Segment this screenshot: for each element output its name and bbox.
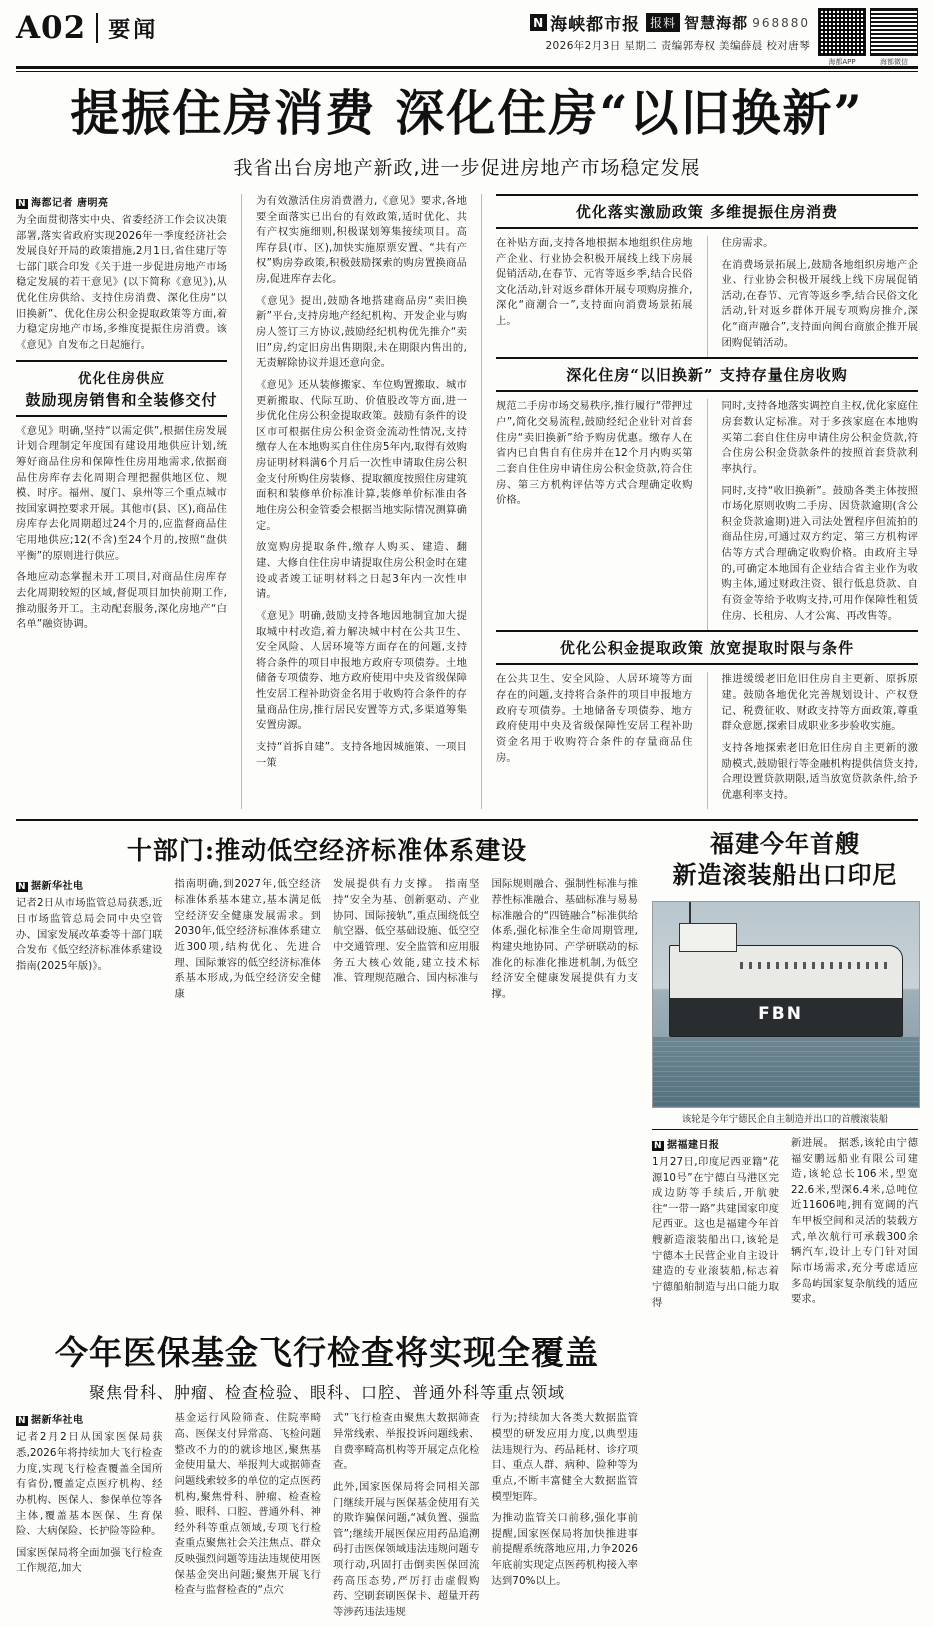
medical-column-3 (333, 1411, 480, 1626)
top-story-column-4 (722, 236, 919, 357)
byline-text: 据新华社电 (31, 1415, 84, 1427)
paragraph: 1月27日,印度尼西亚籍“花源10号”在宁德白马港区完成边防等手续后,开航驶往“一带一路”共建国家印度尼西亚。这也是福建今年首艘新造滚装船出口,该轮是宁德本土民营企业自主设计建造的专业滚装船,标志着宁德船舶制造与出口能力取得 (652, 1155, 779, 1309)
paragraph: 国际规则融合、强制性标准与推荐性标准融合、基础标准与易易标准融合的“四链融合”标准供给体系,强化标准全生命周期管理,构建央地协同、产学研联动的标准化的标准化推进机制,为低空经济安全健康发展提供有力支撑。 (491, 878, 638, 1000)
byline-text: 据福建日报 (667, 1139, 720, 1151)
publication-logo (530, 10, 640, 35)
masthead (16, 8, 918, 64)
paragraph: 《意见》明确,坚持“以需定供”,根据住房发展计划合理制定年度国有建设用地供应计划,统筹好商品住房和保障性住房用地需求,依据商品住房库存去化周期合理把握供地区位、规模、时序。福州、厦门、泉州等三个重点城市按国家调控要求开展。其他市(县、区),商品住房库存去化周期超过24个月的,应监督商品住宅用地供应;12(不含)至24个月的,按照“盘供平衡”的原则进行供应。 (16, 424, 227, 562)
paragraph: 支持“首拆自建”。支持各地因城施策、一项目一策 (256, 741, 467, 769)
paragraph: 推进缓缓老旧危旧住房自主更新、原拆原建。鼓励各地优化完善规划设计、产权登记、税费征收、财政支持等方面政策,尊重群众意愿,探索目成职业多步验收实施。 (721, 673, 918, 733)
subhead-incentives: 优化落实激励政策 多维提振住房消费 (496, 194, 918, 229)
medical-story (16, 1327, 638, 1626)
byline-text: 据新华社电 (31, 881, 84, 893)
subhead-supply (16, 360, 227, 417)
publication-name: 海峡都市报 (550, 15, 641, 35)
lede-block (16, 72, 918, 184)
brand-row (530, 10, 810, 35)
masthead-divider (96, 13, 98, 43)
byline-mark-icon: N (18, 882, 27, 893)
medical-section (16, 1327, 918, 1626)
page-subtitle: 我省出台房地产新政,进一步促进房地产市场稳定发展 (233, 156, 701, 179)
ship-windows (740, 962, 889, 969)
subhead-tradein: 深化住房“以旧换新” 支持存量住房收购 (496, 357, 918, 392)
medical-headline: 今年医保基金飞行检查将实现全覆盖 (55, 1333, 599, 1373)
lowaltitude-column-3 (333, 877, 480, 1008)
byline-mark-icon: N (18, 1416, 27, 1427)
paragraph: 《意见》还从装修搬家、车位购置搬取、城市更新搬取、代际互助、价值股改等方面,进一步优化住房公积金提取政策。鼓励有条件的设区市可根据住房公积金资金流动性情况,支持缴存人在本地购买自住住房5年内,取得有效购房证明材料满6个月后一次性申请取住房公积金支付所购住房装修、提取额度按照住房建筑面积和装修单价标准计算,装修单价标准由各地住房公积金管委会根据当地实际情况测算确定。 (256, 378, 467, 532)
paragraph: 行为;持续加大各类大数据监管模型的研发应用力度,以典型违法违规行为、药品耗材、诊疗项目、重点人群、病种、险种等为重点,不断丰富健全大数据监管模型矩阵。 (491, 1412, 638, 1503)
top-story-column-4c (722, 672, 919, 809)
qr-codes (818, 8, 918, 67)
paragraph: 记者2月2日从国家医保局获悉,2026年将持续加大飞行检查力度,实现飞行检查覆盖全国所有省份,覆盖定点医疗机构、经办机构、医保人、参保单位等各主体,覆盖基本医保、生育保险、大病保险、长护险等险种。 (16, 1431, 163, 1538)
tipline-phone: 968880 (752, 15, 810, 30)
lowaltitude-column-4 (492, 877, 639, 1008)
paragraph: 指南明确,到2027年,低空经济标准体系基本建立,基本满足低空经济安全健康发展需求。到2030年,低空经济标准体系建立近300项,结构优化、先进合理、国际兼容的低空经济标准体系基本形成,为低空经济安全健康 (174, 878, 321, 1000)
top-story-column-3c (496, 672, 693, 809)
medical-column-4 (492, 1411, 639, 1626)
mid-section (16, 829, 918, 1317)
column-separator (241, 194, 242, 810)
paragraph: 基金运行风险筛查、住院率畸高、医保支付异常高、飞检问题整改不力的的就诊地区,聚焦基金使用量大、举报判大或据筛查问题线索较多的单位的定点医药机构,聚焦骨科、肿瘤、检查检验、眼科、口腔、普通外科、神经外科等重点领域,专项飞行检查重点聚焦社会关注焦点、群众反映强烈问题等违法违规使用医保基金突出问题;聚焦开展飞行检查与监督检查的“点穴 (174, 1412, 321, 1597)
ship-column-2 (791, 1136, 918, 1317)
paragraph: 《意见》提出,鼓励各地搭建商品房“卖旧换新”平台,支持房地产经纪机构、开发企业与购房人签订三方协议,鼓励经纪机构优先推介“卖旧”房,约定旧房出售期限,未在期限内售出的,无责解除协议并退还意向金。 (256, 294, 467, 370)
qr-code-icon (818, 8, 866, 56)
medical-column-2 (175, 1411, 322, 1626)
ship-name-text: FBN (758, 1003, 803, 1024)
paragraph: 新进展。 据悉,该轮由宁德福安鹏远船业有限公司建造,该轮总长106米,型宽22.6米,型深6.4米,总吨位近11606吨,拥有宽阔的汽车甲板空间和灵活的装载方式,单次航行可承载300余辆汽车,设计上专门针对国际市场需求,充分考虑适应多岛屿国家复杂航线的适应要求。 (791, 1136, 918, 1306)
top-story-column-3 (496, 236, 693, 357)
paragraph: 同时,支持“收旧换新”。鼓励各类主体按照市场化原则收购二手房、因贷款逾期(含公积金贷款逾期)进入司法处置程序但流拍的商品住房,可通过双方约定、第三方机构评估等方式合理确定收购价格。由政府主导的,可确定本地国有企业结合省主业作为收购主体,通过财政注资、银行低息贷款、自有资金等给予收购支持,可用作保障性租赁住房、长租房、人才公寓、再改售等。 (721, 484, 918, 622)
page-number: A02 (16, 10, 87, 46)
paragraph: 在公共卫生、安全风险、人居环境等方面存在的问题,支持将合条件的项目申报地方政府专项债券。土地储备专项债券、地方政府使用中央及省级保障性安居工程补助资金名用于收购符合条件的存量商品住房。 (496, 673, 693, 764)
ship-headline-line-2: 新造滚装船出口印尼 (672, 860, 898, 890)
medical-subhead: 聚焦骨科、肿瘤、检查检验、眼科、口腔、普通外科等重点领域 (88, 1383, 565, 1403)
brand-block (530, 8, 810, 53)
paragraph: 规范二手房市场交易秩序,推行履行“带押过户”,简化交易流程,鼓励经纪企业针对首套住房“卖旧换新”给予购房优惠。缴存人在省内已自售自有住房并在12个月内购买第二套自住住房申请住房公积金贷款,符合住房、第三方机构评估等方式合理确定收购价格。 (496, 400, 693, 507)
paragraph: 同时,支持各地落实调控自主权,优化家庭住房套数认定标准。对于多孩家庭在本地购买第二套自住住房申请住房公积金贷款,符合住房公积金贷款条件的按照首套贷款利率执行。 (721, 400, 918, 475)
ship-photo (652, 901, 920, 1108)
subhead-line-2: 鼓励现房销售和全装修交付 (25, 390, 218, 409)
tipline-ad (646, 12, 810, 33)
lowaltitude-headline: 十部门:推动低空经济标准体系建设 (126, 836, 528, 866)
paragraph: 发展提供有力支撑。 指南坚持“安全为基、创新驱动、产业协同、国际接轨”,重点围绕低空航空器、低空基础设施、低空空中交通管理、安全监管和应用服务五大核心效能,建立技术标准、管理规范融合、国内标准与 (333, 878, 480, 985)
photo-caption: 该轮是今年宁德民企自主制造并出口的首艘滚装船 (652, 1111, 918, 1130)
lowaltitude-columns (16, 877, 638, 1008)
masthead-left (16, 8, 158, 46)
paragraph: 为全面贯彻落实中央、省委经济工作会议决策部署,落实省政府实现2026年一季度经济社会发展良好开局的政策措施,2月1日,省住建厅等七部门联合印发《关于进一步促进房地产市场稳定发展的若干意见》(以下简称《意见》),从优化住房供给、支持住房消费、深化住房“以旧换新”、优化住房公积金提取政策等方面,着力稳定房地产市场,多维度提振住房消费。该《意见》自发布之日起施行。 (16, 213, 227, 351)
paragraph: 在补贴方面,支持各地根据本地组织住房地产企业、行业协会积极开展线上线下房展促销活动,在春节、元宵等返乡季,结合民俗文化活动,针对返乡群体开展专项购房推介,深化“商潮合一”,支持面向消费场景拓展上。 (496, 236, 693, 328)
paragraph: 式”飞行检查由聚焦大数据筛查异常线索、举报投诉问题线索、自费率畸高机构等开展定点化检查。 (333, 1412, 480, 1472)
qr-wechat-caption: 海都微信 (880, 58, 908, 66)
paragraph: 在消费场景拓展上,鼓励各地组织房地产企业、行业协会积极开展线上线下房展促销活动,在春节、元宵等返乡季,结合民俗文化活动,针对返乡群体开展专项购房推介,深化“商声融合”,支持面向闽台商旅企推开展团购促销活动。 (721, 258, 918, 349)
byline-mark-icon: N (654, 1140, 663, 1151)
paragraph: 为有效激活住房消费潜力,《意见》要求,各地要全面落实已出台的有效政策,适时优化、共有产权实施细则,积极谋划筹集接续项目。高库存县(市、区),加快实施原票安置、“共有产权”购房券政策,积极鼓励探索的购房置换商品房,促进库存去化。 (256, 194, 467, 286)
qr-wechat (870, 8, 918, 67)
dateline: 2026年2月3日 星期二 责编郭寿权 美编薛晨 校对唐琴 (545, 40, 810, 52)
paragraph: 为推动监管关口前移,强化事前提醒,国家医保局将加快推进事前提醒系统落地应用,力争2026年底前实现定点医药机构接入率达到70%以上。 (491, 1512, 638, 1587)
column-separator (707, 672, 708, 809)
byline-mark-icon: N (18, 198, 27, 209)
paragraph: 《意见》明确,鼓励支持各地因地制宜加大提取城中村改造,着力解决城中村在公共卫生、安全风险、人居环境等方面存在的问题,支持将合条件的项目申报地方政府专项债券。土地储备专项债券、地方政府使用中央及省级保障性安居工程补助资金名用于收购符合条件的存量商品住房,推行居民安置等方式,多渠道筹集安置房源。 (256, 609, 467, 732)
byline-text: 海都记者 唐明亮 (31, 197, 109, 209)
ship-headline-line-1: 福建今年首艘 (710, 829, 860, 859)
lowaltitude-column-2 (175, 877, 322, 1008)
sea-background (653, 1037, 919, 1107)
lowaltitude-story (16, 829, 638, 1317)
byline (16, 1411, 163, 1426)
lowaltitude-column-1 (16, 877, 163, 1008)
subhead-line-1: 优化住房供应 (78, 370, 165, 387)
paragraph: 住房需求。 (721, 236, 774, 249)
paragraph: 放宽购房提取条件,缴存人购买、建造、翻建、大修自住住房申请提取住房公积金时在建设或者竣工证明材料之日起3年内一次性申请。 (256, 541, 467, 601)
logo-mark-icon: N (530, 14, 547, 31)
paragraph: 此外,国家医保局将会同相关部门继续开展与医保基金使用有关的欺诈骗保问题,“减负置、强监管”;继续开展医保应用药品追溯码打击医保领域违法违规问题专项行动,巩固打击倒卖医保回流药高压态势,严厉打击虚假购药、空刷套刷医保卡、超量开药等涉药违法违规 (333, 1480, 480, 1618)
column-separator (481, 194, 482, 810)
top-story-column-2 (256, 194, 467, 810)
top-story-column-3b (496, 399, 693, 630)
ship-column-1 (652, 1136, 779, 1317)
byline (16, 877, 163, 892)
top-story-column-1 (16, 194, 227, 810)
subhead-fund: 优化公积金提取政策 放宽提取时限与条件 (496, 630, 918, 665)
masthead-right (530, 8, 918, 67)
section-name: 要闻 (108, 16, 159, 43)
medical-column-1 (16, 1411, 163, 1626)
medical-columns (16, 1411, 638, 1626)
column-separator (707, 236, 708, 357)
column-separator (707, 399, 708, 630)
ship-story (652, 829, 918, 1317)
section-rule (16, 819, 918, 821)
qr-code-icon (870, 8, 918, 56)
page-title: 提振住房消费 深化住房“以旧换新” (70, 84, 864, 142)
tipline-brand: 智慧海都 (684, 14, 749, 32)
ship-mast (689, 901, 691, 924)
byline (652, 1136, 779, 1151)
ship-headline (652, 829, 918, 890)
paragraph: 支持各地探索老旧危旧住房自主更新的激励模式,鼓励银行等金融机构提供信贷支持,合理设置贷款期限,适当放宽贷款条件,给予优惠利率支持。 (721, 741, 918, 801)
byline (16, 194, 227, 209)
qr-app (818, 8, 866, 67)
top-story-columns-3-4 (496, 194, 918, 810)
paragraph: 国家医保局将全面加强飞行检查工作规范,加大 (16, 1546, 163, 1575)
top-story-column-4b (722, 399, 919, 630)
ship-hull (669, 945, 903, 1037)
ship-superstructure (679, 923, 737, 952)
tipline-label: 报料 (646, 13, 680, 32)
paragraph: 各地应动态掌握未开工项目,对商品住房库存去化周期较短的区域,督促项目加快前期工作,推动服务开工。主动配套服务,深化房地产“白名单”融资协调。 (16, 571, 227, 631)
paragraph: 记者2日从市场监管总局获悉,近日市场监管总局会同中央空管办、国家发展改革委等十部门联合发布《低空经济标准体系建设指南(2025年版)》。 (16, 897, 163, 973)
qr-app-caption: 海都APP (828, 58, 856, 66)
top-story (16, 194, 918, 810)
